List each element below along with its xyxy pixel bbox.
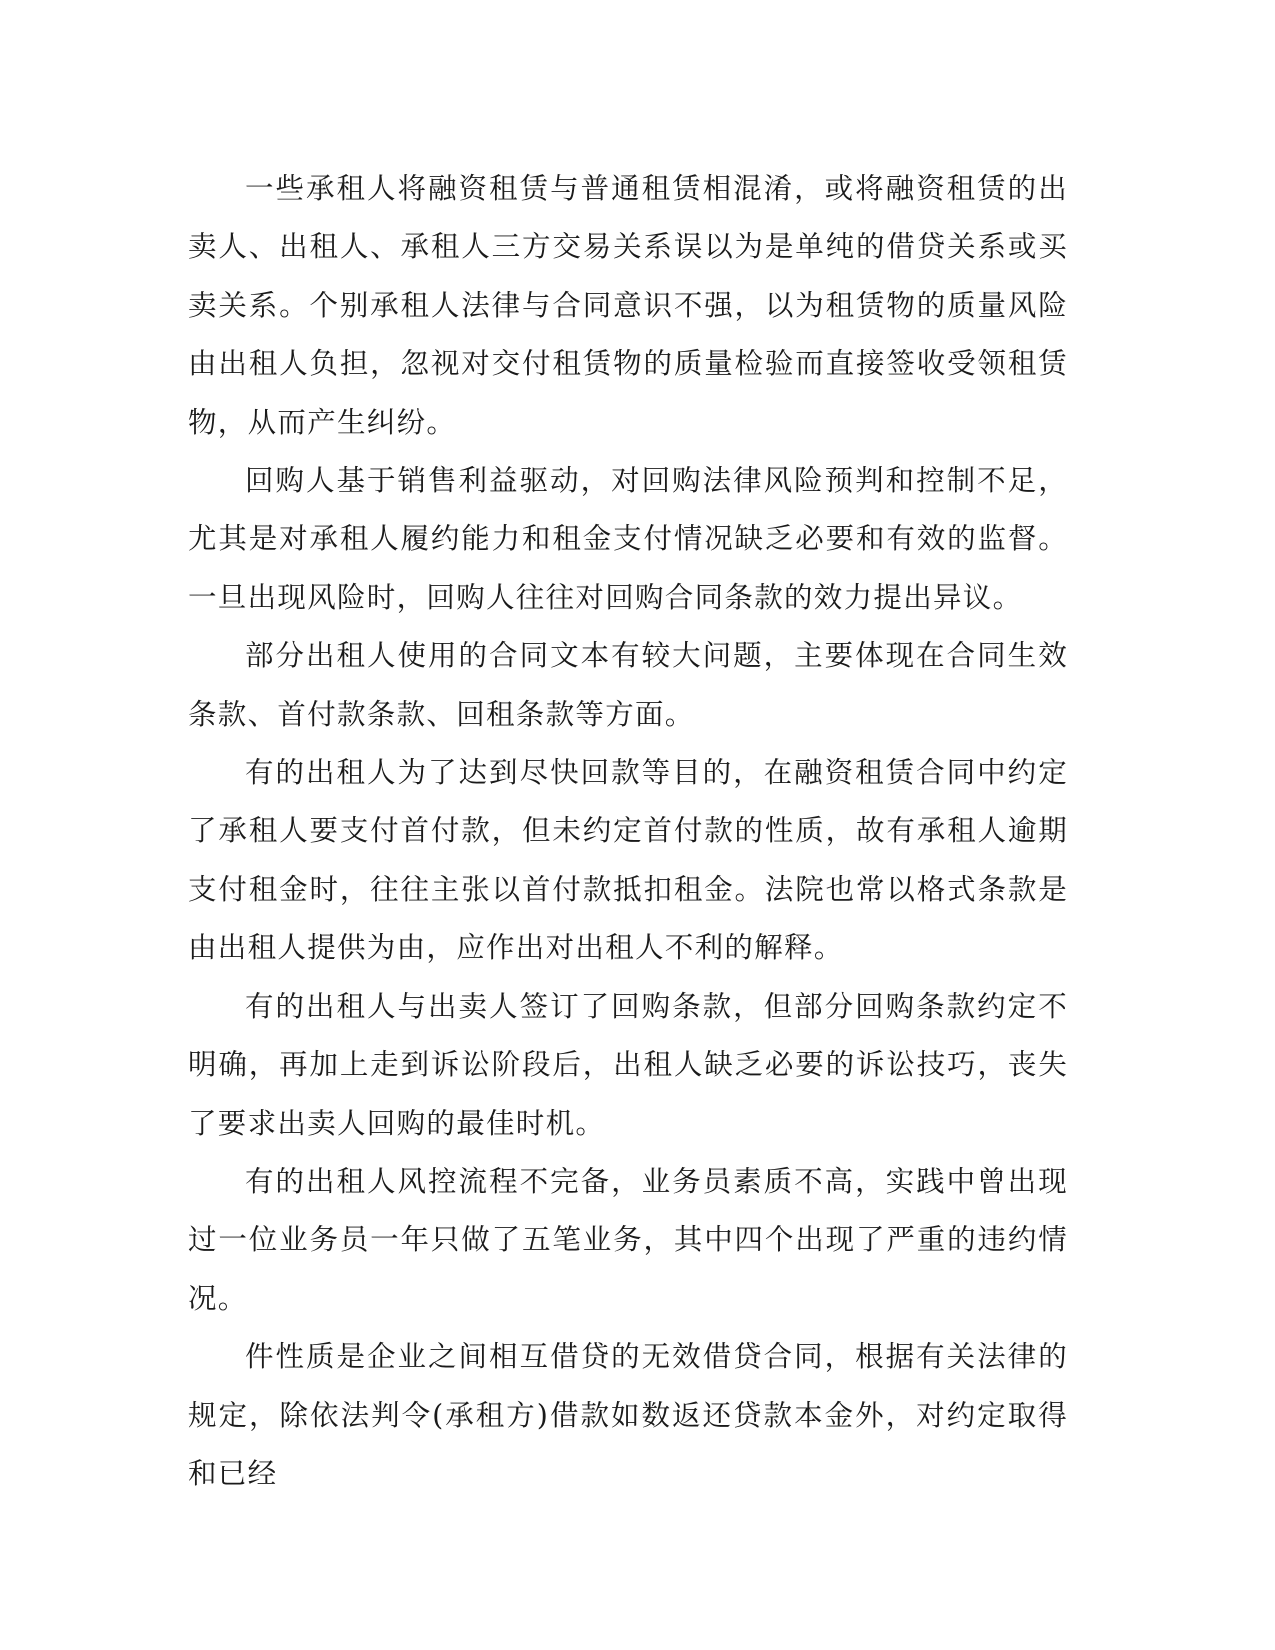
paragraph-3: 部分出租人使用的合同文本有较大问题，主要体现在合同生效条款、首付款条款、回租条款等方面。 — [188, 639, 1068, 731]
paragraph-1: 一些承租人将融资租赁与普通租赁相混淆，或将融资租赁的出卖人、出租人、承租人三方交易关系误以为是单纯的借贷关系或买卖关系。个别承租人法律与合同意识不强，以为租赁物的质量风险由出租人负担，忽视对交付租赁物的质量检验而直接签收受领租赁物，从而产生纠纷。 — [188, 172, 1068, 439]
document-body — [188, 160, 1068, 1503]
paragraph-4: 有的出租人为了达到尽快回款等目的，在融资租赁合同中约定了承租人要支付首付款，但未约定首付款的性质，故有承租人逾期支付租金时，往往主张以首付款抵扣租金。法院也常以格式条款是由出租人提供为由，应作出对出租人不利的解释。 — [188, 756, 1068, 965]
paragraph-6: 有的出租人风控流程不完备，业务员素质不高，实践中曾出现过一位业务员一年只做了五笔业务，其中四个出现了严重的违约情况。 — [188, 1164, 1068, 1315]
paragraph-5: 有的出租人与出卖人签订了回购条款，但部分回购条款约定不明确，再加上走到诉讼阶段后，出租人缺乏必要的诉讼技巧，丧失了要求出卖人回购的最佳时机。 — [188, 989, 1068, 1140]
paragraph-2: 回购人基于销售利益驱动，对回购法律风险预判和控制不足，尤其是对承租人履约能力和租金支付情况缺乏必要和有效的监督。一旦出现风险时，回购人往往对回购合同条款的效力提出异议。 — [188, 464, 1068, 614]
paragraph-7: 件性质是企业之间相互借贷的无效借贷合同，根据有关法律的规定，除依法判令(承租方)借款如数返还贷款本金外，对约定取得和已经 — [188, 1340, 1068, 1490]
